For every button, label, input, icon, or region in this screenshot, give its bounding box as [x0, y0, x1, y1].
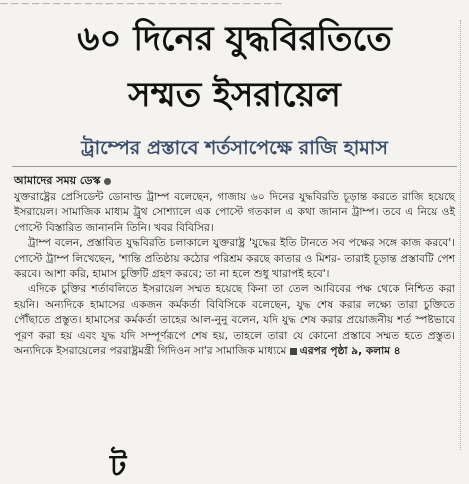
headline-line-1: ৬০ দিনের যুদ্ধবিরতিতে	[77, 19, 392, 59]
divider-rule	[12, 166, 457, 167]
paragraph-2: ট্রাম্প বলেন, প্রস্তাবিত যুদ্ধবিরতি চলাকালে যুক্তরাষ্ট্র 'যুদ্ধের ইতি টানতে সব পক্ষের সঙ্গে কাজ করবে'। পোস্টে ট্রাম্প লিখেছেন, 'শান্তি প্রতিষ্ঠায় কঠোর পরিশ্রম করছে কাতার ও মিশর- তারাই চূড়ান্ত প্রস্তাবটি পেশ করবে। আশা করি, হামাস চুক্তিটি গ্রহণ করবে; তা না হলে শুধু খারাপই হবে'।	[14, 237, 455, 281]
article-body	[14, 190, 455, 359]
continuation-note	[290, 345, 401, 357]
byline-text: আমাদের সময় ডেস্ক	[14, 174, 101, 187]
page-edge	[460, 20, 469, 450]
previous-article-strip: — — — — — — — — — — — — — — — — — — — — — — — — — — —	[0, 0, 283, 8]
bullet-icon	[104, 178, 111, 185]
paragraph-3	[14, 282, 455, 359]
continuation-text: এরপর পৃষ্ঠা ৯, কলাম ৪	[299, 345, 401, 358]
next-headline-fragment: ট	[110, 449, 127, 484]
square-bullet-icon	[290, 348, 297, 355]
byline	[14, 172, 111, 191]
paragraph-3-text: এদিকে চুক্তির শর্তাবলিতে ইসরায়েল সম্মত হয়েছে কিনা তা তেল আবিবের পক্ষ থেকে নিশ্চিত করা হয়নি। অন্যদিকে হামাসের একজন কর্মকর্তা বিবিসিকে বলেছেন, যুদ্ধ শেষ করার লক্ষ্যে তারা চুক্তিতে পৌঁছাতে প্রস্তুত। হামাসের কর্মকর্তা তাহের আল-নুনু বলেন, যদি যুদ্ধ শেষ করার প্রয়োজনীয় শর্ত স্পষ্টভাবে পূরণ করা হয় এবং যুদ্ধ যদি সম্পূর্ণরূপে শেষ হয়, তাহলে তারা যে কোনো প্রস্তাবে সম্মত হতে প্রস্তুত। অন্যদিকে ইসরায়েলের পররাষ্ট্রমন্ত্রী গিদিওন সা'র সামাজিক মাধ্যমে	[14, 283, 455, 358]
subheadline: ট্রাম্পের প্রস্তাবে শর্তসাপেক্ষে রাজি হামাস	[81, 137, 388, 159]
headline-line-2: সম্মত ইসরায়েল	[128, 75, 341, 115]
paragraph-1: যুক্তরাষ্ট্রের প্রেসিডেন্ট ডোনাল্ড ট্রাম্প বলেছেন, গাজায় ৬০ দিনের যুদ্ধবিরতি চূড়ান্ত করতে রাজি হয়েছে ইসরায়েল। সামাজিক মাধ্যম ট্রুথ সোশ্যালে এক পোস্টে গতকাল এ কথা জানান ট্রাম্প। তবে এ নিয়ে ওই পোস্টে বিস্তারিত জানাননি তিনি। খবর বিবিসির।	[14, 191, 455, 234]
